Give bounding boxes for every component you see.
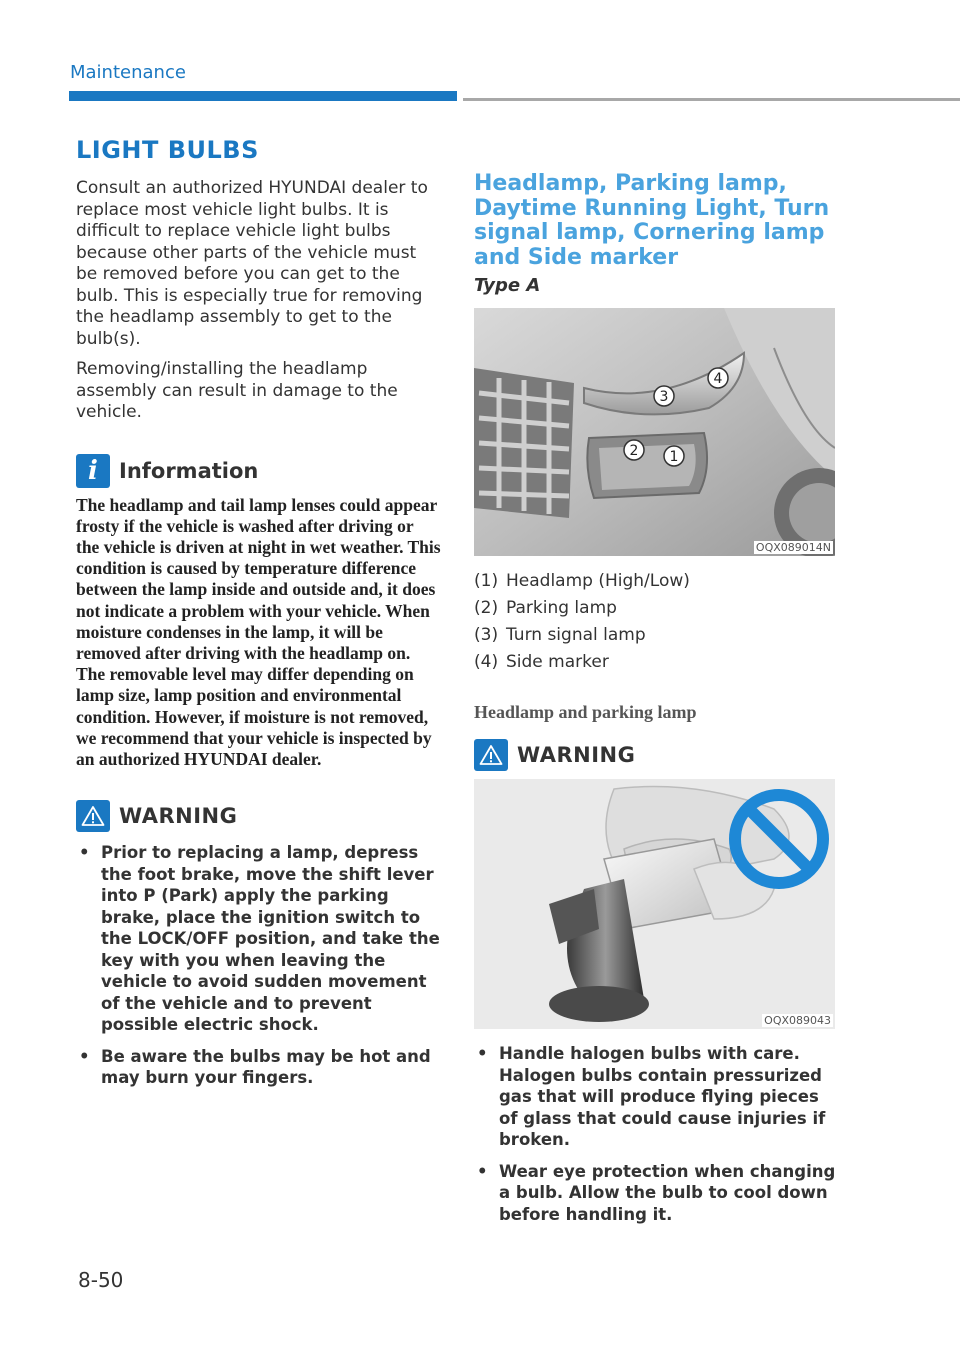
warning-list xyxy=(76,842,441,1089)
warning-item: • Handle halogen bulbs with care. Halogen bulbs contain pressurized gas that will produce flying pieces of glass that could cause injuries if broken. xyxy=(474,1043,839,1151)
bulb-illustration xyxy=(474,779,835,1029)
information-icon: i xyxy=(76,454,110,488)
headlamp-illustration xyxy=(474,308,835,556)
parts-list xyxy=(474,568,839,676)
callout-label: 1 xyxy=(669,449,679,465)
headlamp-figure xyxy=(474,308,835,556)
warning-heading xyxy=(474,739,839,771)
part-number: (1) xyxy=(474,571,499,591)
part-label: Turn signal lamp xyxy=(506,625,646,645)
callout-label: 4 xyxy=(713,371,723,387)
header-rule xyxy=(463,98,960,101)
part-item xyxy=(474,622,839,649)
part-label: Parking lamp xyxy=(506,598,617,618)
part-number: (4) xyxy=(474,652,499,672)
callout-label: 2 xyxy=(629,443,639,459)
part-label: Side marker xyxy=(506,652,609,672)
warning-item: • Prior to replacing a lamp, depress the foot brake, move the shift lever into P (Park) apply the parking brake, place the ignition switch to the LOCK/OFF position, and take the key with you when leaving the vehicle to avoid sudden movement of the vehicle and to prevent possible electric shock. xyxy=(76,842,441,1036)
part-number: (3) xyxy=(474,625,499,645)
warning-item: • Wear eye protection when changing a bulb. Allow the bulb to cool down before handling it. xyxy=(474,1161,839,1226)
warning-list xyxy=(474,1043,839,1225)
information-text: The headlamp and tail lamp lenses could appear frosty if the vehicle is washed after driving or the vehicle is driven at night in wet weather. This condition is caused by temperature difference between the lamp inside and outside and, it does not indicate a problem with your vehicle. When moisture condenses in the lamp, it will be removed after driving with the headlamp on. The removable level may differ depending on lamp size, lamp position and environmental condition. However, if moisture is not removed, we recommend that your vehicle is inspected by an authorized HYUNDAI dealer. xyxy=(76,494,441,769)
part-item xyxy=(474,595,839,622)
warning-icon xyxy=(474,739,508,771)
warning-title: WARNING xyxy=(517,743,636,767)
figure-code: OQX089043 xyxy=(764,1014,831,1027)
warning-heading xyxy=(76,800,441,832)
header-rule-accent xyxy=(69,91,457,101)
information-heading xyxy=(76,454,441,488)
subheading: Headlamp and parking lamp xyxy=(474,702,697,722)
page-number: 8-50 xyxy=(78,1268,124,1292)
warning-title: WARNING xyxy=(119,804,238,829)
intro-paragraph: Removing/installing the headlamp assembly can result in damage to the vehicle. xyxy=(76,359,398,422)
type-label: Type A xyxy=(474,275,541,296)
part-label: Headlamp (High/Low) xyxy=(506,571,690,591)
figure-code: OQX089014N xyxy=(755,541,831,554)
section-title: LIGHT BULBS xyxy=(76,136,259,164)
callout-2 xyxy=(624,440,644,460)
callout-1 xyxy=(664,446,684,466)
information-title: Information xyxy=(119,458,259,483)
callout-3 xyxy=(654,386,674,406)
subsection-title: Headlamp, Parking lamp, Daytime Running Light, Turn signal lamp, Cornering lamp and Side marker xyxy=(474,171,830,270)
callout-4 xyxy=(708,368,728,388)
warning-icon xyxy=(76,800,110,832)
warning-item: • Be aware the bulbs may be hot and may burn your fingers. xyxy=(76,1046,441,1089)
part-item xyxy=(474,649,839,676)
bulb-figure xyxy=(474,779,835,1029)
part-number: (2) xyxy=(474,598,499,618)
part-item xyxy=(474,568,839,595)
callout-label: 3 xyxy=(659,389,669,405)
right-column xyxy=(474,172,839,1235)
intro-paragraph: Consult an authorized HYUNDAI dealer to replace most vehicle light bulbs. It is difficult to replace vehicle light bulbs because other parts of the vehicle must be removed before you can get to the bulb. This is especially true for removing the headlamp assembly to get to the bulb(s). xyxy=(76,178,428,349)
left-column xyxy=(76,136,441,1099)
section-header: Maintenance xyxy=(70,62,186,83)
